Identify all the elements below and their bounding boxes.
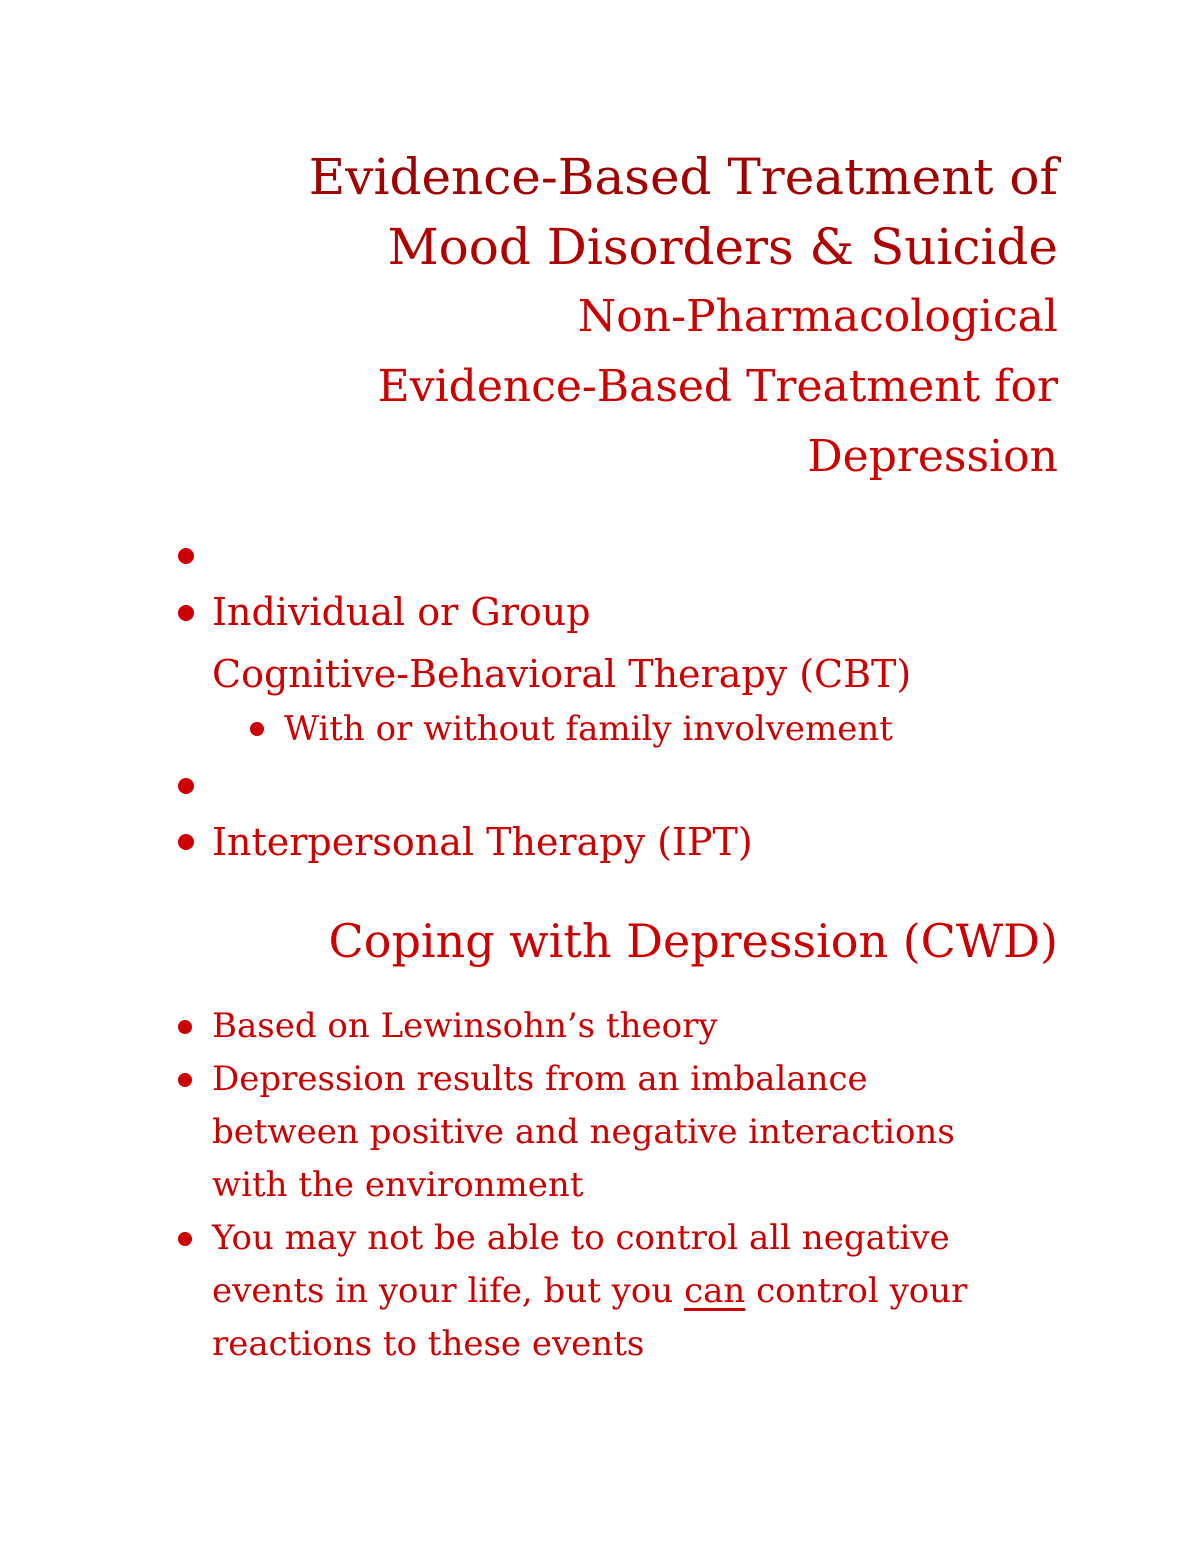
- list-item-empty: [178, 527, 911, 585]
- title-line-1: Evidence-Based Treatment of: [308, 148, 1058, 206]
- list-item-text: Cognitive-Behavioral Therapy (CBT): [212, 652, 912, 696]
- bullet-icon: [178, 1073, 192, 1087]
- list-item: [178, 1212, 967, 1371]
- cwd-list: [178, 1000, 967, 1371]
- bullet-icon: [250, 722, 264, 736]
- bullet-icon: [178, 1232, 192, 1246]
- text-segment: events in your life, but you: [212, 1271, 685, 1311]
- list-item-ipt: [178, 815, 911, 869]
- bullet-icon: [178, 548, 194, 564]
- list-item-text: [212, 1265, 967, 1318]
- subtitle-line-1: Non-Pharmacological: [577, 291, 1058, 342]
- list-item-cbt: [178, 585, 911, 701]
- text-segment: control your: [745, 1271, 968, 1311]
- subtitle-line-3: Depression: [807, 431, 1058, 482]
- bullet-icon: [178, 778, 194, 794]
- list-item: [178, 1053, 967, 1212]
- list-item-text: reactions to these events: [212, 1324, 645, 1364]
- list-item-text: You may not be able to control all negative: [212, 1218, 950, 1258]
- list-item: [178, 1000, 967, 1053]
- treatment-list: [178, 527, 911, 869]
- sub-list-item-text: With or without family involvement: [284, 709, 893, 749]
- list-item-text: with the environment: [212, 1165, 584, 1205]
- title-line-2: Mood Disorders & Suicide: [387, 218, 1058, 276]
- list-item-text: between positive and negative interactions: [212, 1112, 955, 1152]
- section-title: Coping with Depression (CWD): [328, 914, 1058, 968]
- bullet-icon: [178, 1020, 192, 1034]
- bullet-icon: [178, 605, 194, 621]
- sub-list-item: [250, 701, 911, 757]
- list-item-text: Interpersonal Therapy (IPT): [212, 820, 753, 864]
- list-item-empty: [178, 757, 911, 815]
- list-item-text: Individual or Group: [212, 590, 591, 634]
- list-item-text: Based on Lewinsohn’s theory: [212, 1006, 718, 1046]
- bullet-icon: [178, 834, 194, 850]
- title-block: [309, 142, 1058, 492]
- subtitle-line-2: Evidence-Based Treatment for: [377, 361, 1058, 412]
- list-item-text: Depression results from an imbalance: [212, 1059, 868, 1099]
- emphasized-word: can: [684, 1271, 746, 1311]
